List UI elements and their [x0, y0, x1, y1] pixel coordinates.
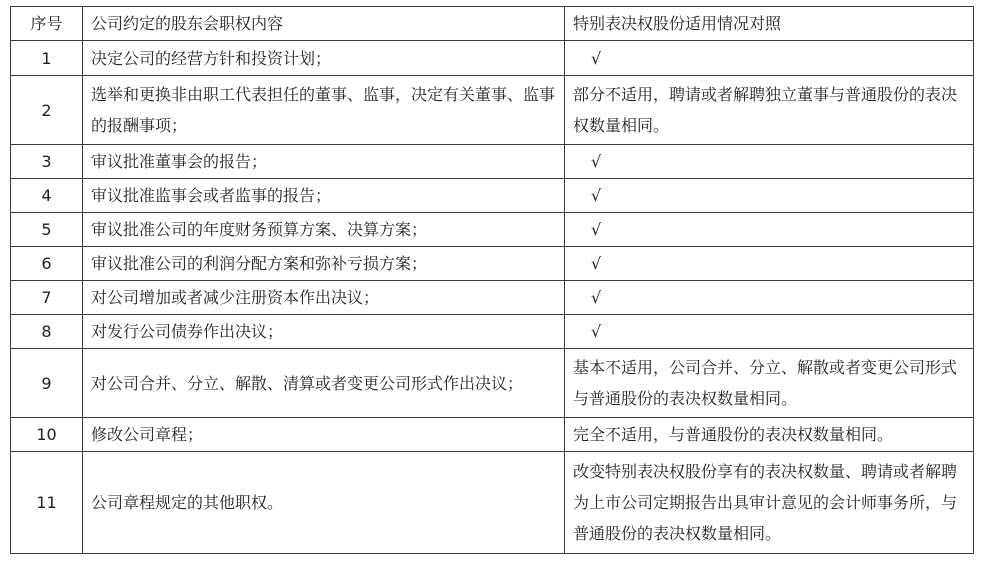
check-mark: √ — [591, 220, 602, 239]
row-content: 审议批准公司的利润分配方案和弥补亏损方案； — [83, 247, 565, 281]
table-row — [11, 315, 974, 349]
row-content: 审议批准董事会的报告； — [83, 145, 565, 179]
row-applicability: 基本不适用，公司合并、分立、解散或者变更公司形式与普通股份的表决权数量相同。 — [565, 349, 974, 418]
table-row — [11, 41, 974, 76]
row-seq: 2 — [11, 76, 83, 145]
row-content: 对发行公司债券作出决议； — [83, 315, 565, 349]
header-seq: 序号 — [11, 7, 83, 41]
table-row — [11, 247, 974, 281]
row-seq: 6 — [11, 247, 83, 281]
row-content: 决定公司的经营方针和投资计划； — [83, 41, 565, 76]
row-content: 修改公司章程； — [83, 418, 565, 452]
row-applicability — [565, 179, 974, 213]
row-content: 选举和更换非由职工代表担任的董事、监事，决定有关董事、监事的报酬事项； — [83, 76, 565, 145]
row-applicability — [565, 213, 974, 247]
row-content: 审议批准公司的年度财务预算方案、决算方案； — [83, 213, 565, 247]
check-mark: √ — [591, 288, 602, 307]
row-applicability — [565, 145, 974, 179]
row-seq: 7 — [11, 281, 83, 315]
row-applicability: 完全不适用，与普通股份的表决权数量相同。 — [565, 418, 974, 452]
row-seq: 9 — [11, 349, 83, 418]
row-applicability: 改变特别表决权股份享有的表决权数量、聘请或者解聘为上市公司定期报告出具审计意见的会计师事务所，与普通股份的表决权数量相同。 — [565, 452, 974, 554]
check-mark: √ — [591, 48, 602, 68]
header-applicability: 特别表决权股份适用情况对照 — [565, 7, 974, 41]
row-seq: 5 — [11, 213, 83, 247]
row-content: 审议批准监事会或者监事的报告； — [83, 179, 565, 213]
table-header-row — [11, 7, 974, 41]
table-row — [11, 452, 974, 554]
row-seq: 4 — [11, 179, 83, 213]
check-mark: √ — [591, 186, 602, 205]
check-mark: √ — [591, 322, 602, 341]
table-row — [11, 349, 974, 418]
row-seq: 1 — [11, 41, 83, 76]
row-applicability — [565, 247, 974, 281]
row-seq: 3 — [11, 145, 83, 179]
table-row — [11, 76, 974, 145]
shareholder-rights-table — [10, 6, 974, 554]
table-row — [11, 281, 974, 315]
row-applicability: 部分不适用，聘请或者解聘独立董事与普通股份的表决权数量相同。 — [565, 76, 974, 145]
table-row — [11, 179, 974, 213]
row-seq: 8 — [11, 315, 83, 349]
check-mark: √ — [591, 254, 602, 273]
table-row — [11, 213, 974, 247]
row-content: 对公司合并、分立、解散、清算或者变更公司形式作出决议； — [83, 349, 565, 418]
row-applicability — [565, 41, 974, 76]
table-row — [11, 145, 974, 179]
row-applicability — [565, 315, 974, 349]
row-seq: 10 — [11, 418, 83, 452]
check-mark: √ — [591, 152, 602, 171]
header-content: 公司约定的股东会职权内容 — [83, 7, 565, 41]
row-content: 公司章程规定的其他职权。 — [83, 452, 565, 554]
table-row — [11, 418, 974, 452]
row-content: 对公司增加或者减少注册资本作出决议； — [83, 281, 565, 315]
row-applicability — [565, 281, 974, 315]
row-seq: 11 — [11, 452, 83, 554]
